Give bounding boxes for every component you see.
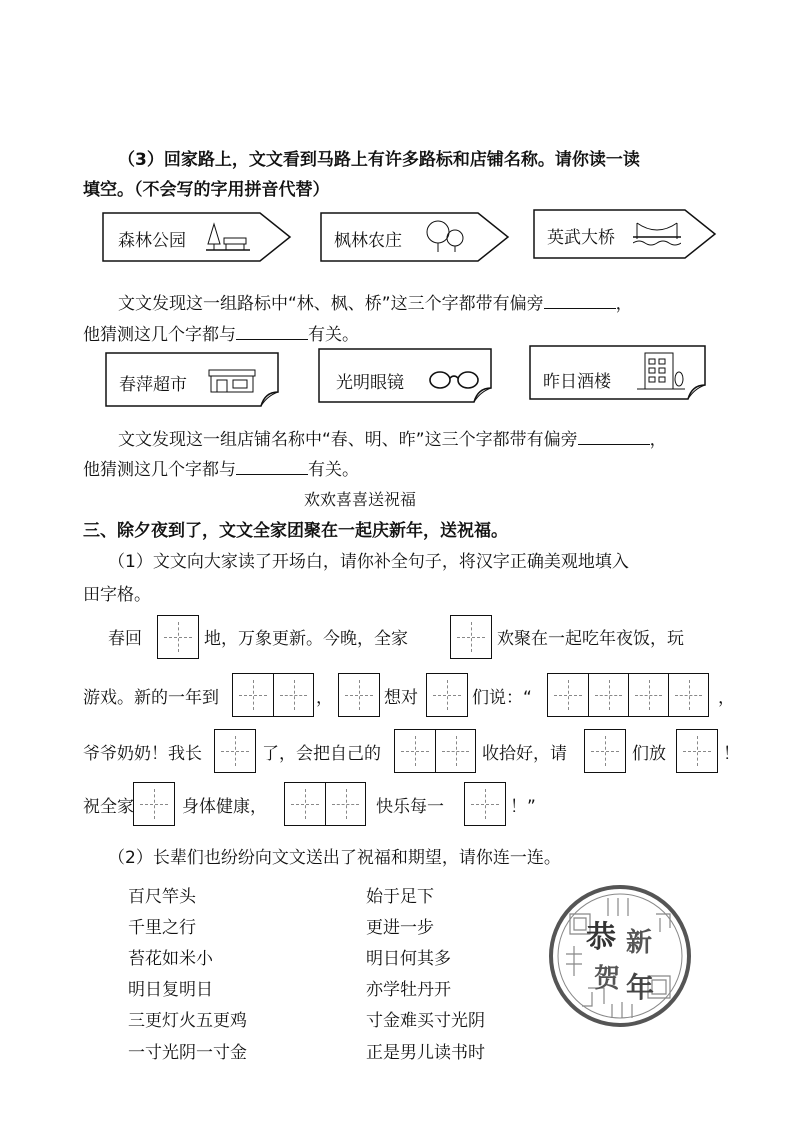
shop-question-line2 [83, 456, 359, 482]
shop-sign-2 [318, 348, 493, 404]
road-sign-2-label: 枫林农庄 [334, 231, 402, 251]
shop-question-text: 文文发现这一组店铺名称中“春、明、昨”这三个字都带有偏旁 [118, 430, 578, 450]
seal-char: 新 [626, 928, 653, 958]
left-idiom[interactable]: 苔花如米小 [128, 949, 213, 969]
comma: ， [615, 294, 633, 314]
shop-sign-2-label: 光明眼镜 [336, 373, 404, 393]
shop-sign-3-label: 昨日酒楼 [543, 372, 611, 392]
right-idiom[interactable]: 亦学牡丹开 [366, 980, 451, 1000]
left-idiom[interactable]: 明日复明日 [128, 980, 213, 1000]
fill-text: 地，万象更新。今晚，全家 [204, 629, 408, 649]
tianzi-grid[interactable] [676, 729, 718, 773]
answer-blank[interactable] [578, 426, 650, 445]
q2-prompt: （2）长辈们也纷纷向文文送出了祝福和期望，请你连一连。 [108, 848, 561, 868]
fill-text: ！ [723, 744, 740, 764]
shop-sign-1 [105, 352, 280, 408]
road-question-end: 有关。 [308, 325, 359, 345]
tianzi-grid[interactable] [214, 729, 256, 773]
part3-heading: 三、除夕夜到了，文文全家团聚在一起庆新年，送祝福。 [83, 521, 508, 541]
fill-text: 想对 [384, 688, 418, 708]
answer-blank[interactable] [544, 290, 616, 309]
tianzi-grid[interactable] [464, 782, 506, 826]
fill-text: ， [718, 688, 735, 708]
left-idiom[interactable]: 千里之行 [128, 918, 196, 938]
right-idiom[interactable]: 正是男儿读书时 [366, 1043, 485, 1063]
fill-text: 身体健康， [182, 797, 267, 817]
tianzi-grid[interactable] [133, 782, 175, 826]
fill-text: 了，会把自己的 [262, 744, 381, 764]
fill-text: 收拾好，请 [482, 744, 567, 764]
road-sign-1 [102, 212, 292, 262]
shop-question-end: 有关。 [308, 460, 359, 480]
right-idiom[interactable]: 寸金难买寸光阴 [366, 1011, 485, 1031]
q1-line1: （1）文文向大家读了开场白，请你补全句子，将汉字正确美观地填入 [108, 552, 629, 572]
tree-icon [424, 218, 466, 254]
store-icon [207, 368, 257, 394]
tianzi-grid[interactable] [232, 673, 314, 717]
answer-blank[interactable] [236, 456, 308, 475]
building-icon [637, 351, 685, 391]
left-idiom[interactable]: 三更灯火五更鸡 [128, 1011, 247, 1031]
road-sign-2 [320, 212, 510, 262]
right-idiom[interactable]: 明日何其多 [366, 949, 451, 969]
road-sign-3 [533, 209, 717, 259]
seal-char: 年 [626, 971, 655, 1004]
section-title: 欢欢喜喜送祝福 [304, 490, 417, 509]
fill-text: ， [316, 688, 333, 708]
q3-intro-line1: （3）回家路上，文文看到马路上有许多路标和店铺名称。请你读一读 [118, 150, 640, 170]
shop-sign-3 [529, 345, 707, 401]
fill-text: 们说：“ [472, 688, 532, 708]
seal-char: 贺 [594, 964, 621, 994]
left-idiom[interactable]: 百尺竿头 [128, 887, 196, 907]
shop-question-line1 [118, 426, 667, 452]
fill-text: 快乐每一 [376, 797, 444, 817]
q3-intro-line2: 填空。（不会写的字用拼音代替） [83, 180, 330, 200]
fill-text: 游戏。新的一年到 [83, 688, 219, 708]
seal-char: 恭 [586, 920, 616, 955]
new-year-seal [548, 884, 692, 1028]
tianzi-grid[interactable] [284, 782, 366, 826]
road-question-text: 文文发现这一组路标中“林、枫、桥”这三个字都带有偏旁 [118, 294, 544, 314]
left-idiom[interactable]: 一寸光阴一寸金 [128, 1043, 247, 1063]
road-sign-1-label: 森林公园 [118, 231, 186, 251]
tianzi-grid[interactable] [394, 729, 476, 773]
road-question-line1 [118, 290, 633, 316]
fill-text: 欢聚在一起吃年夜饭，玩 [497, 629, 684, 649]
q1-line2: 田字格。 [83, 585, 151, 605]
glasses-icon [428, 366, 480, 390]
fill-text: 春回 [108, 629, 142, 649]
right-idiom[interactable]: 更进一步 [366, 918, 434, 938]
tianzi-grid[interactable] [426, 673, 468, 717]
comma: ， [649, 430, 667, 450]
tianzi-grid[interactable] [584, 729, 626, 773]
bridge-icon [633, 219, 681, 249]
road-question-text2: 他猜测这几个字都与 [83, 325, 236, 345]
right-idiom[interactable]: 始于足下 [366, 887, 434, 907]
seal-frame [548, 884, 692, 1028]
fill-text: 们放 [632, 744, 666, 764]
tianzi-grid[interactable] [547, 673, 709, 717]
tianzi-grid[interactable] [338, 673, 380, 717]
fill-text: 祝全家 [83, 797, 134, 817]
fill-text: ！” [510, 797, 536, 817]
road-sign-3-label: 英武大桥 [547, 228, 615, 248]
answer-blank[interactable] [236, 321, 308, 340]
tianzi-grid[interactable] [450, 615, 492, 659]
shop-sign-1-label: 春萍超市 [119, 375, 187, 395]
shop-question-text2: 他猜测这几个字都与 [83, 460, 236, 480]
park-icon [206, 222, 250, 252]
road-question-line2 [83, 321, 359, 347]
tianzi-grid[interactable] [157, 615, 199, 659]
fill-text: 爷爷奶奶！我长 [83, 744, 202, 764]
